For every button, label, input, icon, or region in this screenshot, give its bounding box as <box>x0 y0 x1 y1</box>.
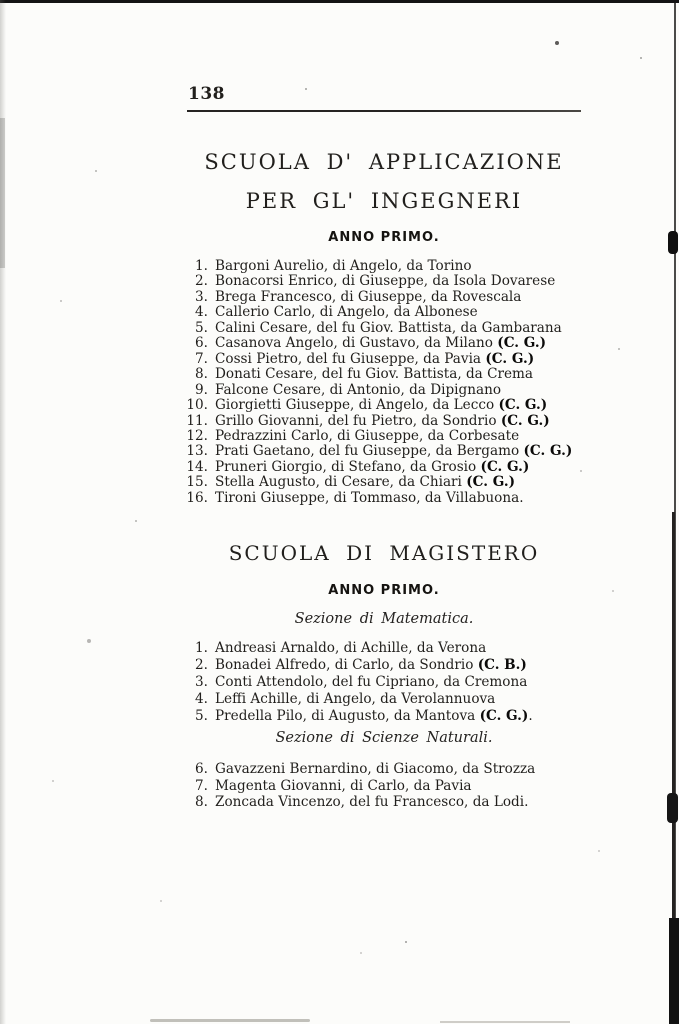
student-row <box>184 794 644 811</box>
student-row <box>184 640 644 657</box>
header-rule <box>187 110 581 112</box>
student-row <box>184 290 644 305</box>
student-number: 2. <box>195 273 208 290</box>
student-row <box>184 305 644 320</box>
student-text: Bonacorsi Enrico, di Giuseppe, da Isola Dovarese <box>215 273 556 290</box>
scan-top-edge <box>0 0 679 3</box>
student-text: Bargoni Aurelio, di Angelo, da Torino <box>215 258 472 274</box>
student-text: Grillo Giovanni, del fu Pietro, da Sondrio <box>215 412 501 429</box>
section-heading-matematica: Sezione di Matematica. <box>294 611 474 627</box>
student-entry <box>215 336 644 351</box>
student-number: 3. <box>195 673 208 690</box>
student-grant-note: (C. G.) <box>497 335 547 352</box>
student-entry <box>215 352 644 367</box>
student-row <box>184 708 644 725</box>
student-row <box>184 352 644 367</box>
student-entry <box>215 398 644 413</box>
student-text: Donati Cesare, del fu Giov. Battista, da Crema <box>215 366 534 383</box>
scienze-naturali-student-list <box>184 761 644 811</box>
student-entry <box>215 274 644 289</box>
student-number: 10. <box>186 397 208 414</box>
student-text: Calini Cesare, del fu Giov. Battista, da Gambarana <box>215 319 562 336</box>
student-row <box>184 321 644 336</box>
student-entry <box>215 290 644 305</box>
student-entry <box>215 778 644 795</box>
student-entry <box>215 259 644 274</box>
student-row <box>184 491 644 506</box>
student-entry <box>215 321 644 336</box>
student-grant-note: (C. G.) <box>480 458 530 475</box>
student-entry <box>215 367 644 382</box>
student-text: Gavazzeni Bernardino, di Giacomo, da Strozza <box>215 761 536 777</box>
student-text: Predella Pilo, di Augusto, da Mantova <box>215 707 480 724</box>
student-grant-note: (C. G.) <box>523 443 573 460</box>
student-number: 1. <box>195 258 208 274</box>
section-heading-scienze-naturali: Sezione di Scienze Naturali. <box>275 730 493 746</box>
student-number: 13. <box>186 443 208 460</box>
scan-binding-shadow <box>669 918 679 1024</box>
student-text: Brega Francesco, di Giuseppe, da Rovescala <box>215 288 522 305</box>
student-number: 6. <box>195 335 208 352</box>
student-grant-note: (C. B.) <box>477 656 527 673</box>
student-text: Pedrazzini Carlo, di Giuseppe, da Corbesate <box>215 427 520 444</box>
student-entry <box>215 708 644 725</box>
student-entry <box>215 761 644 778</box>
ink-blot <box>667 793 678 823</box>
school-title-line2: PER GL' INGEGNERI <box>245 189 523 213</box>
student-row <box>184 336 644 351</box>
student-number: 8. <box>195 366 208 383</box>
student-number: 16. <box>186 489 208 506</box>
student-row <box>184 657 644 674</box>
application-student-list <box>184 259 644 506</box>
scan-smudge <box>150 1019 310 1022</box>
student-text: Callerio Carlo, di Angelo, da Albonese <box>215 304 478 321</box>
ink-blot <box>668 231 678 254</box>
school-title-line1: SCUOLA D' APPLICAZIONE <box>204 150 564 174</box>
student-row <box>184 778 644 795</box>
student-number: 6. <box>195 761 208 777</box>
student-text: Tironi Giuseppe, di Tommaso, da Villabuona. <box>215 489 524 506</box>
student-entry <box>215 444 644 459</box>
student-text: Cossi Pietro, del fu Giuseppe, da Pavia <box>215 350 486 367</box>
student-row <box>184 761 644 778</box>
student-number: 2. <box>195 656 208 673</box>
student-entry <box>215 657 644 674</box>
student-row <box>184 367 644 382</box>
student-text: Conti Attendolo, del fu Cipriano, da Cremona <box>215 673 528 690</box>
student-entry <box>215 674 644 691</box>
student-number: 15. <box>186 474 208 491</box>
student-row <box>184 259 644 274</box>
scan-left-edge-shadow <box>0 118 5 268</box>
student-row <box>184 383 644 398</box>
student-number: 12. <box>186 427 208 444</box>
student-grant-note: (C. G.) <box>479 707 529 724</box>
student-entry <box>215 691 644 708</box>
scan-noise-specks <box>0 0 2 2</box>
student-entry <box>215 475 644 490</box>
student-grant-note: (C. G.) <box>466 474 516 491</box>
student-row <box>184 444 644 459</box>
student-number: 3. <box>195 288 208 305</box>
student-entry <box>215 640 644 657</box>
student-number: 14. <box>186 458 208 475</box>
student-number: 5. <box>195 707 208 724</box>
year-heading-magistero: ANNO PRIMO. <box>328 583 440 598</box>
student-number: 11. <box>186 412 208 429</box>
student-entry <box>215 491 644 506</box>
student-row <box>184 674 644 691</box>
student-text: Prati Gaetano, del fu Giuseppe, da Bergamo <box>215 443 524 460</box>
student-number: 7. <box>195 350 208 367</box>
student-text: Stella Augusto, di Cesare, da Chiari <box>215 474 467 491</box>
student-text: Bonadei Alfredo, di Carlo, da Sondrio <box>215 656 478 673</box>
student-text: Giorgietti Giuseppe, di Angelo, da Lecco <box>215 397 499 414</box>
student-text: Zoncada Vincenzo, del fu Francesco, da Lodi. <box>215 794 529 811</box>
page-number: 138 <box>188 84 225 104</box>
student-text: Falcone Cesare, di Antonio, da Dipignano <box>215 381 502 398</box>
student-text: Andreasi Arnaldo, di Achille, da Verona <box>215 640 487 656</box>
student-entry <box>215 429 644 444</box>
student-text: Casanova Angelo, di Gustavo, da Milano <box>215 335 498 352</box>
student-row <box>184 460 644 475</box>
student-entry <box>215 305 644 320</box>
scan-smudge <box>440 1021 570 1023</box>
student-number: 8. <box>195 794 208 811</box>
student-row <box>184 429 644 444</box>
student-row <box>184 691 644 708</box>
student-number: 7. <box>195 777 208 794</box>
student-suffix: . <box>528 707 533 724</box>
student-number: 5. <box>195 319 208 336</box>
student-row <box>184 274 644 289</box>
student-row <box>184 414 644 429</box>
student-entry <box>215 794 644 811</box>
student-entry <box>215 414 644 429</box>
matematica-student-list <box>184 640 644 725</box>
student-text: Magenta Giovanni, di Carlo, da Pavia <box>215 777 472 794</box>
student-entry <box>215 460 644 475</box>
student-number: 1. <box>195 640 208 656</box>
student-grant-note: (C. G.) <box>498 397 548 414</box>
student-number: 9. <box>195 381 208 398</box>
student-text: Leffi Achille, di Angelo, da Verolannuova <box>215 690 496 707</box>
student-grant-note: (C. G.) <box>485 350 535 367</box>
magistero-title: SCUOLA DI MAGISTERO <box>228 541 540 565</box>
year-heading-application: ANNO PRIMO. <box>328 230 440 245</box>
student-text: Pruneri Giorgio, di Stefano, da Grosio <box>215 458 481 475</box>
student-grant-note: (C. G.) <box>500 412 550 429</box>
student-row <box>184 398 644 413</box>
student-number: 4. <box>195 690 208 707</box>
student-entry <box>215 383 644 398</box>
student-row <box>184 475 644 490</box>
student-number: 4. <box>195 304 208 321</box>
